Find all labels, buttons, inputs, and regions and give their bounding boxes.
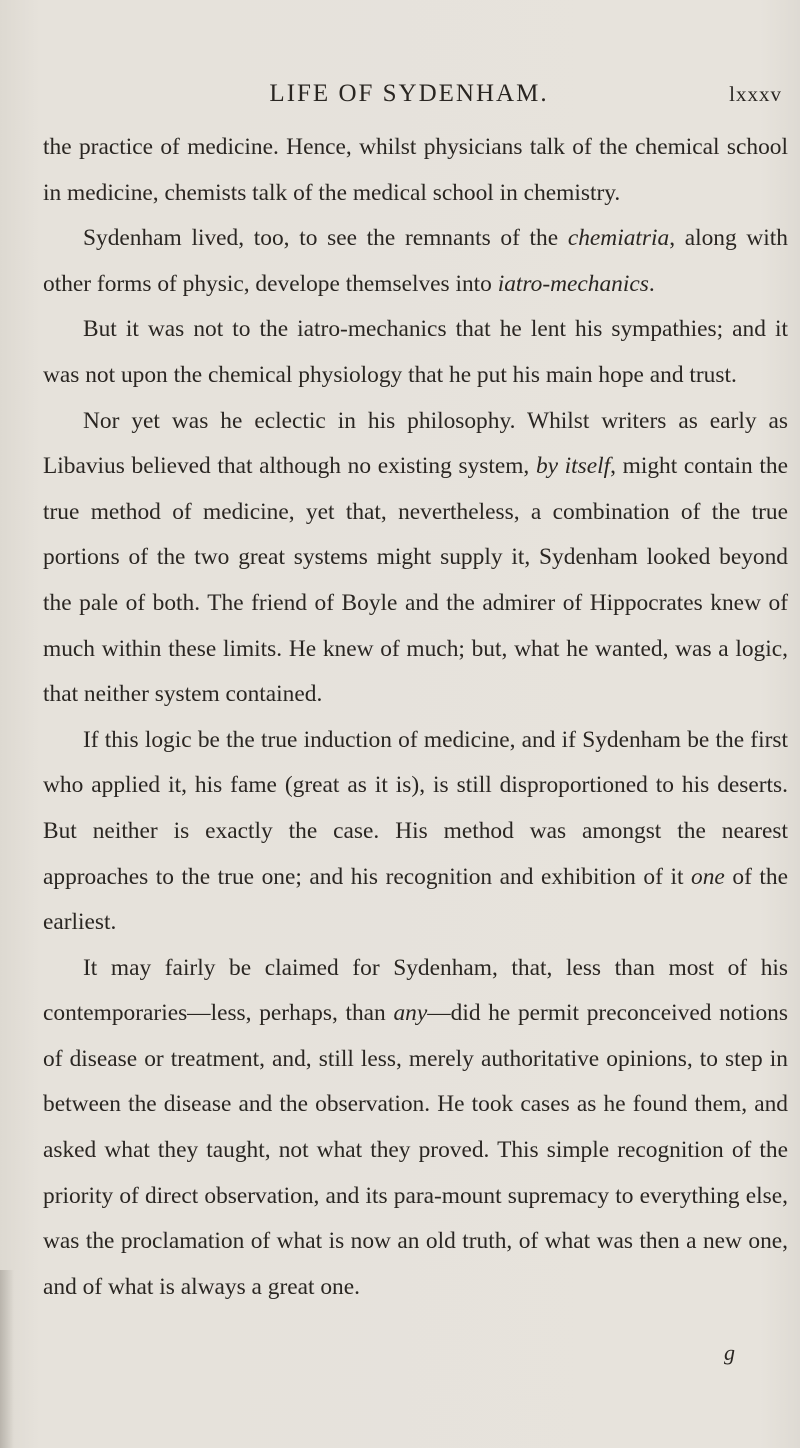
paragraph-text: —did he permit preconceived notions of disease or treatment, and, still less, merely authoritative opinions, to step in between the disease and the observation. He took cases as he found them, and asked what they taught, not what they proved. This simple recognition of the priority of direct observation, and its para-mount supremacy to everything else, was the proclamation of what is now an old truth, of what was then a new one, and of what is always a great one. [43,1000,788,1300]
paragraph [43,946,788,1311]
signature-mark: g [724,1340,735,1365]
page-edge-shadow [0,1270,14,1448]
italic-term: one [691,863,725,890]
italic-term: chemiatria [567,225,670,252]
paragraph-text: It may fairly be claimed for Sydenham, that, less than most of his contemporaries—less, perhaps, than [43,954,788,1027]
page-header [0,80,800,110]
paragraph-text: the practice of medicine. Hence, whilst physicians talk of the chemical school in medicine, chemists talk of the medical school in chemistry. [43,134,788,206]
paragraph-text: But it was not to the iatro-mechanics that he lent his sympathies; and it was not upon the chemical physiology that he put his main hope and trust. [43,316,788,388]
paragraph [43,718,788,946]
paragraph-text: , might contain the true method of medicine, yet that, nevertheless, a combination of the true portions of the two great systems might supply it, Sydenham looked beyond the pale of both. The friend of Boyle and the admirer of Hippocrates knew of much within these limits. He knew of much; but, what he wanted, was a logic, that neither system contained. [43,453,788,708]
paragraph [43,125,788,216]
italic-term: any [393,1000,428,1027]
page-number: lxxxv [729,82,782,106]
paragraph [43,216,788,307]
paragraph [43,307,788,398]
italic-term: by itself [535,453,611,480]
body-text [43,125,788,1310]
paragraph-text: of the earliest. [43,863,788,936]
running-title: LIFE OF SYDENHAM. [269,80,549,107]
paragraph-text: , along with other forms of physic, develope themselves into [43,225,788,297]
paragraph [43,399,788,718]
paragraph-text: If this logic be the true induction of medicine, and if Sydenham be the first who applied it, his fame (great as it is), is still disproportioned to his deserts. But neither is exactly the case. His method was amongst the nearest approaches to the true one; and his recognition and exhibition of it [43,726,788,890]
paragraph-text: Nor yet was he eclectic in his philosophy. Whilst writers as early as Libavius believed that although no existing system, [43,407,788,480]
paragraph-text: . [648,270,655,297]
paragraph-text: Sydenham lived, too, to see the remnants of the [83,225,568,252]
italic-term: iatro-mechanics [497,270,649,297]
